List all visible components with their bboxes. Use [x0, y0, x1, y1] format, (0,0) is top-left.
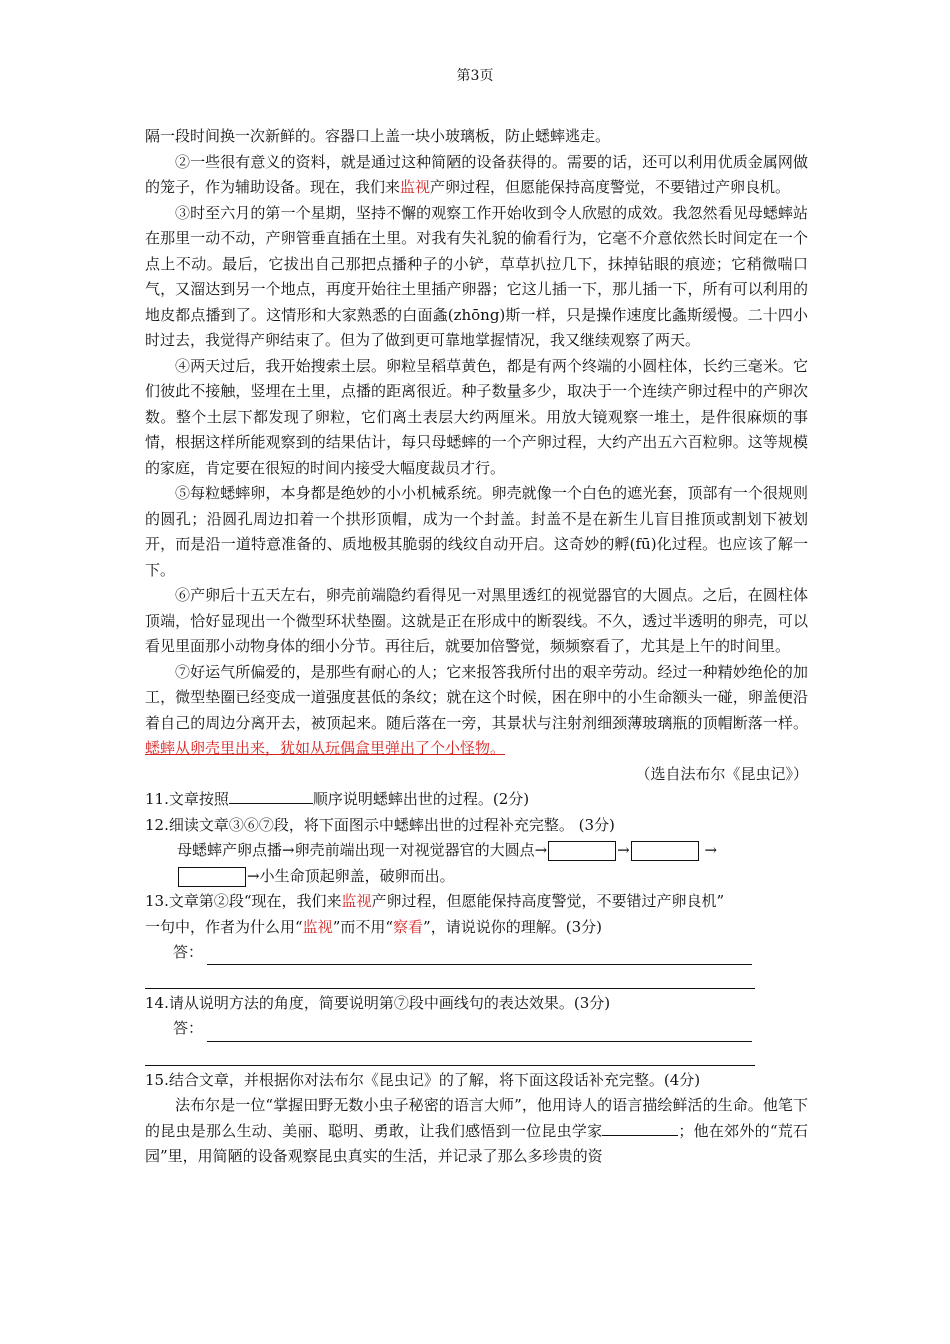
paragraph-2	[145, 150, 808, 201]
p2-highlight-jianshi: 监视	[400, 178, 431, 196]
q15-body-after: ；他在郊外的“荒石园”里，用简陋的设备观察昆虫真实的生活，并记录了那么多珍贵的资	[145, 1121, 808, 1165]
q13-answer-line	[145, 940, 808, 965]
q14-answer-label: 答：	[173, 1019, 204, 1037]
question-15-prompt: 15.结合文章，并根据你对法布尔《昆虫记》的了解，将下面这段话补充完整。(4分)	[145, 1070, 701, 1089]
q13-line2-before: 一句中，作者为什么用“	[145, 917, 303, 936]
q13-line1-highlight: 监视	[341, 892, 372, 910]
q14-answer-blank[interactable]	[207, 1023, 752, 1042]
q15-body-before: 法布尔是一位“掌握田野无数小虫子秘密的语言大师”，他用诗人的语言描绘鲜活的生命。他笔下的昆虫是那么生动、美丽、聪明、勇敢，让我们感悟到一位昆虫学家	[145, 1096, 808, 1140]
q13-line2-mid: ”而不用“	[332, 917, 394, 936]
q13-answer-blank-2[interactable]	[145, 965, 755, 989]
q14-answer-line	[145, 1017, 808, 1042]
p2-text-before: ②一些很有意义的资料，就是通过这种简陋的设备获得的。需要的话，还可以利用优质金属网做的笼子，作为辅助设备。现在，我们来	[145, 152, 808, 196]
q13-answer-blank[interactable]	[207, 946, 752, 965]
q12-flow-start: 母蟋蟀产卵点播→卵壳前端出现一对视觉器官的大圆点→	[177, 841, 548, 859]
q13-line1-before: 13.文章第②段“现在，我们来	[145, 892, 342, 910]
q14-answer-blank-2[interactable]	[145, 1042, 755, 1066]
q13-answer-label: 答：	[173, 942, 204, 961]
q13-line1-after: 产卵过程，但愿能保持高度警觉，不要错过产卵良机”	[371, 892, 725, 910]
paragraph-6: ⑥产卵后十五天左右，卵壳前端隐约看得见一对黑里透红的视觉器官的大圆点。之后，在圆柱体顶端，恰好显现出一个微型环状垫圈。这就是正在形成中的断裂线。不久，透过半透明的卵壳，可以看见里面那小动物身体的细小分节。再往后，就要加倍警觉，频频察看了，尤其是上午的时间里。	[145, 586, 808, 655]
page-number: 第3页	[456, 68, 494, 84]
paragraph-3: ③时至六月的第一个星期，坚持不懈的观察工作开始收到令人欣慰的成效。我忽然看见母蟋蟀站在那里一动不动，产卵管垂直插在土里。对我有失礼貌的偷看行为，它毫不介意依然长时间定在一个点上不动。最后，它拔出自己那把点播种子的小铲，草草扒拉几下，抹掉钻眼的痕迹；它稍微喘口气，又溜达到另一个地点，再度开始往土里插产卵器；它这儿插一下，那儿插一下，所有可以利用的地皮都点播到了。这情形和大家熟悉的白面螽(zhōng)斯一样，只是操作速度比螽斯缓慢。二十四小时过去，我觉得产卵结束了。但为了做到更可靠地掌握情况，我又继续观察了两天。	[145, 203, 808, 349]
question-12-flow-line-2	[145, 864, 808, 890]
q11-text-after: 顺序说明蟋蟀出世的过程。(2分)	[312, 790, 530, 808]
question-12-prompt: 12.细读文章③⑥⑦段，将下面图示中蟋蟀出世的过程补充完整。 (3分)	[145, 815, 615, 834]
question-13-line-2	[145, 915, 808, 941]
question-12-flow-line-1	[145, 838, 808, 864]
q12-flow-end: →小生命顶起卵盖，破卵而出。	[247, 866, 455, 885]
q13-highlight-jianshi: 监视	[302, 917, 333, 936]
question-11	[145, 787, 808, 813]
source-citation: （选自法布尔《昆虫记》）	[635, 764, 808, 783]
q13-line2-after: ”，请说说你的理解。(3分)	[423, 917, 602, 936]
q15-answer-blank[interactable]	[602, 1119, 678, 1136]
paragraph-5: ⑤每粒蟋蟀卵，本身都是绝妙的小小机械系统。卵壳就像一个白色的遮光套，顶部有一个很规则的圆孔；沿圆孔周边扣着一个拱形顶帽，成为一个封盖。封盖不是在新生儿盲目推顶或割划下被划开，而是沿一道特意准备的、质地极其脆弱的线纹自动开启。这奇妙的孵(fū)化过程。也应该了解一下。	[145, 484, 808, 579]
p7-text: ⑦好运气所偏爱的，是那些有耐心的人；它来报答我所付出的艰辛劳动。经过一种精妙绝伦的加工，微型垫圈已经变成一道强度甚低的条纹；就在这个时候，困在卵中的小生命额头一碰，卵盖便沿着自己的周边分离开去，被顶起来。随后落在一旁，其景状与注射剂细颈薄玻璃瓶的顶帽断落一样。	[145, 662, 808, 732]
q12-answer-box-2[interactable]	[631, 841, 699, 861]
document-body	[145, 124, 808, 1170]
q11-text-before: 11.文章按照	[145, 790, 229, 808]
paragraph-4: ④两天过后，我开始搜索土层。卵粒呈稻草黄色，都是有两个终端的小圆柱体，长约三毫米。它们彼此不接触，竖埋在土里，点播的距离很近。种子数量多少，取决于一个连续产卵过程中的产卵次数。整个土层下都发现了卵粒，它们离土表层大约两厘米。用放大镜观察一堆土，是件很麻烦的事情，根据这样所能观察到的结果估计，每只母蟋蟀的一个产卵过程，大约产出五六百粒卵。这等规模的家庭，肯定要在很短的时间内接受大幅度裁员才行。	[145, 356, 808, 477]
q11-answer-blank[interactable]	[229, 787, 313, 804]
q12-arrow-1: →	[617, 841, 630, 859]
p7-underlined-sentence: 蟋蟀从卵壳里出来，犹如从玩偶盒里弹出了个小怪物。	[145, 739, 506, 757]
question-13-line-1	[145, 889, 808, 915]
q12-answer-box-1[interactable]	[548, 841, 616, 861]
q13-highlight-chakan: 察看	[393, 917, 424, 936]
q12-arrow-2: →	[704, 841, 718, 859]
p2-text-after: 产卵过程，但愿能保持高度警觉，不要错过产卵良机。	[430, 178, 791, 196]
q12-answer-box-3[interactable]	[178, 867, 246, 887]
paragraph-intro: 隔一段时间换一次新鲜的。容器口上盖一块小玻璃板，防止蟋蟀逃走。	[145, 127, 611, 145]
paragraph-7	[145, 660, 808, 762]
question-14: 14.请从说明方法的角度，简要说明第⑦段中画线句的表达效果。(3分)	[145, 994, 611, 1012]
question-15-body	[145, 1093, 808, 1170]
